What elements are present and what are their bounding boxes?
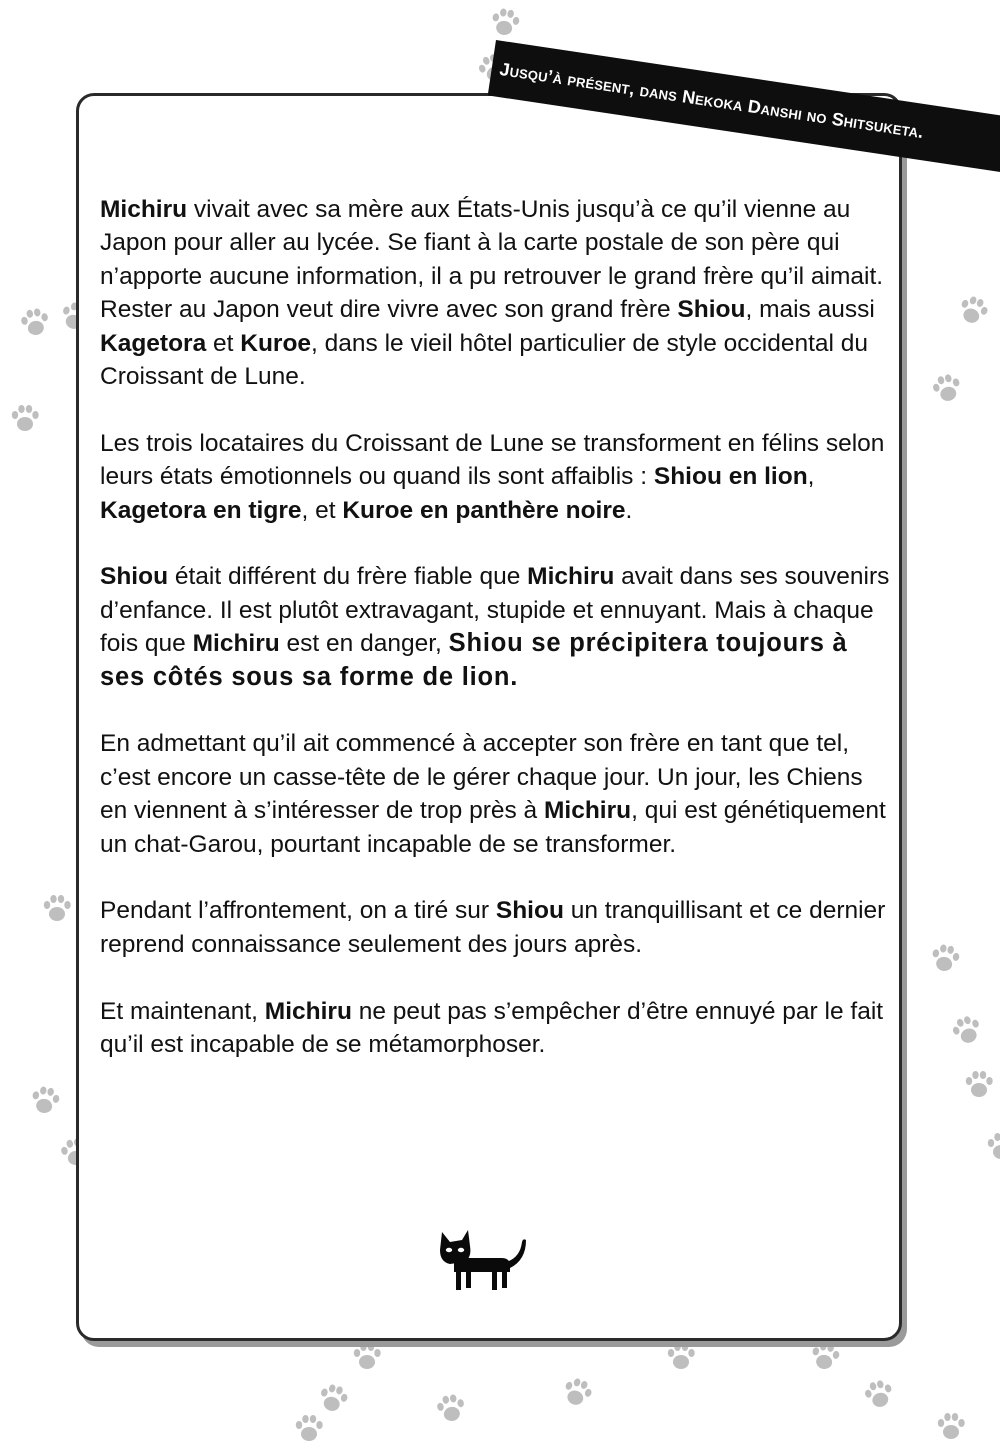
body-text: ne peut pas s’empêcher d’être ennuyé par le fait qu’il est incapable de se métamorphoser. (100, 997, 884, 1059)
emphasis-text: Michiru (543, 797, 632, 825)
body-text: , (807, 463, 815, 491)
body-text: est en danger, (279, 630, 449, 658)
paw-print-icon (926, 368, 968, 410)
paragraph-1 (100, 193, 890, 393)
emphasis-text: Michiru (527, 563, 615, 591)
paw-print-icon (555, 1371, 599, 1415)
paw-print-icon (40, 892, 74, 926)
paw-print-icon (951, 289, 995, 333)
emphasis-text: Kuroe en panthère noire (342, 496, 626, 524)
paragraph-4 (100, 727, 890, 861)
body-text: En admettant qu’il ait commencé à accepter son frère en tant que tel, c’est encore un casse-tête de le gérer chaque jour. Un jour, les Chiens en viennent à s’intéresser de trop près à (100, 730, 863, 825)
black-cat-icon (436, 1228, 528, 1292)
body-text: était différent du frère fiable que (168, 563, 528, 591)
emphasis-text: Michiru (192, 630, 280, 658)
body-text: , et (301, 496, 343, 524)
body-text: un tranquillisant et ce dernier reprend connaissance seulement des jours après. (100, 897, 886, 958)
paw-print-icon (292, 1412, 326, 1446)
emphasis-text: Kagetora (100, 329, 207, 357)
paw-print-icon (934, 1410, 968, 1444)
paw-print-icon (945, 1009, 989, 1053)
paragraph-3 (100, 560, 890, 694)
emphasis-text: Shiou (495, 897, 564, 925)
emphasis-text: Shiou se précipitera toujours à ses côtés sous sa forme de lion. (100, 629, 848, 691)
paw-print-icon (431, 1389, 470, 1428)
paw-print-icon (350, 1340, 384, 1374)
paw-print-icon (8, 402, 42, 436)
body-text: . (625, 496, 633, 524)
body-text: Pendant l’affrontement, on a tiré sur (100, 897, 496, 925)
body-text: vivait avec sa mère aux États-Unis jusqu’à ce qu’il vienne au Japon pour aller au lycée. Se fiant à la carte postale de son père qui n’apporte aucune information, il a pu retrouver le grand frère qu’il aimait. Rester au Japon veut dire vivre avec son grand frère (100, 196, 884, 324)
paragraph-5 (100, 894, 890, 961)
body-text: , mais aussi (745, 296, 875, 324)
paw-print-icon (485, 3, 524, 42)
paw-print-icon (805, 1337, 844, 1376)
body-text: Les trois locataires du Croissant de Lune se transforment en félins selon leurs états émotionnels ou quand ils sont affaiblis : (100, 429, 885, 491)
paw-print-icon (15, 303, 54, 342)
banner-title: Jusqu’à présent, dans Nekoka Danshi no Shitsuketa. (498, 58, 926, 142)
body-text: avait dans ses souvenirs d’enfance. Il est plutôt extravagant, stupide et ennuyant. Mais à chaque fois que (100, 563, 890, 658)
body-text: , dans le vieil hôtel particulier de style occidental du Croissant de Lune. (100, 329, 869, 391)
paw-print-icon (984, 1130, 1000, 1164)
emphasis-text: Michiru (264, 997, 352, 1025)
emphasis-text: Michiru (100, 196, 188, 223)
summary-text (100, 193, 890, 1095)
paragraph-6 (100, 995, 890, 1062)
paragraph-2 (100, 427, 890, 527)
emphasis-text: Kuroe (240, 329, 312, 357)
emphasis-text: Kagetora en tigre (100, 496, 302, 524)
emphasis-text: Shiou en lion (653, 463, 808, 491)
paw-print-icon (25, 1081, 64, 1120)
body-text: , qui est génétiquement un chat-Garou, pourtant incapable de se transformer. (100, 797, 886, 858)
paw-print-icon (962, 1068, 996, 1102)
emphasis-text: Shiou (677, 296, 746, 324)
paw-print-icon (664, 1340, 698, 1374)
body-text: et (206, 329, 241, 357)
paw-print-icon (925, 939, 964, 978)
body-text: Et maintenant, (100, 997, 265, 1025)
emphasis-text: Shiou (100, 563, 169, 591)
paw-print-icon (858, 1374, 900, 1416)
